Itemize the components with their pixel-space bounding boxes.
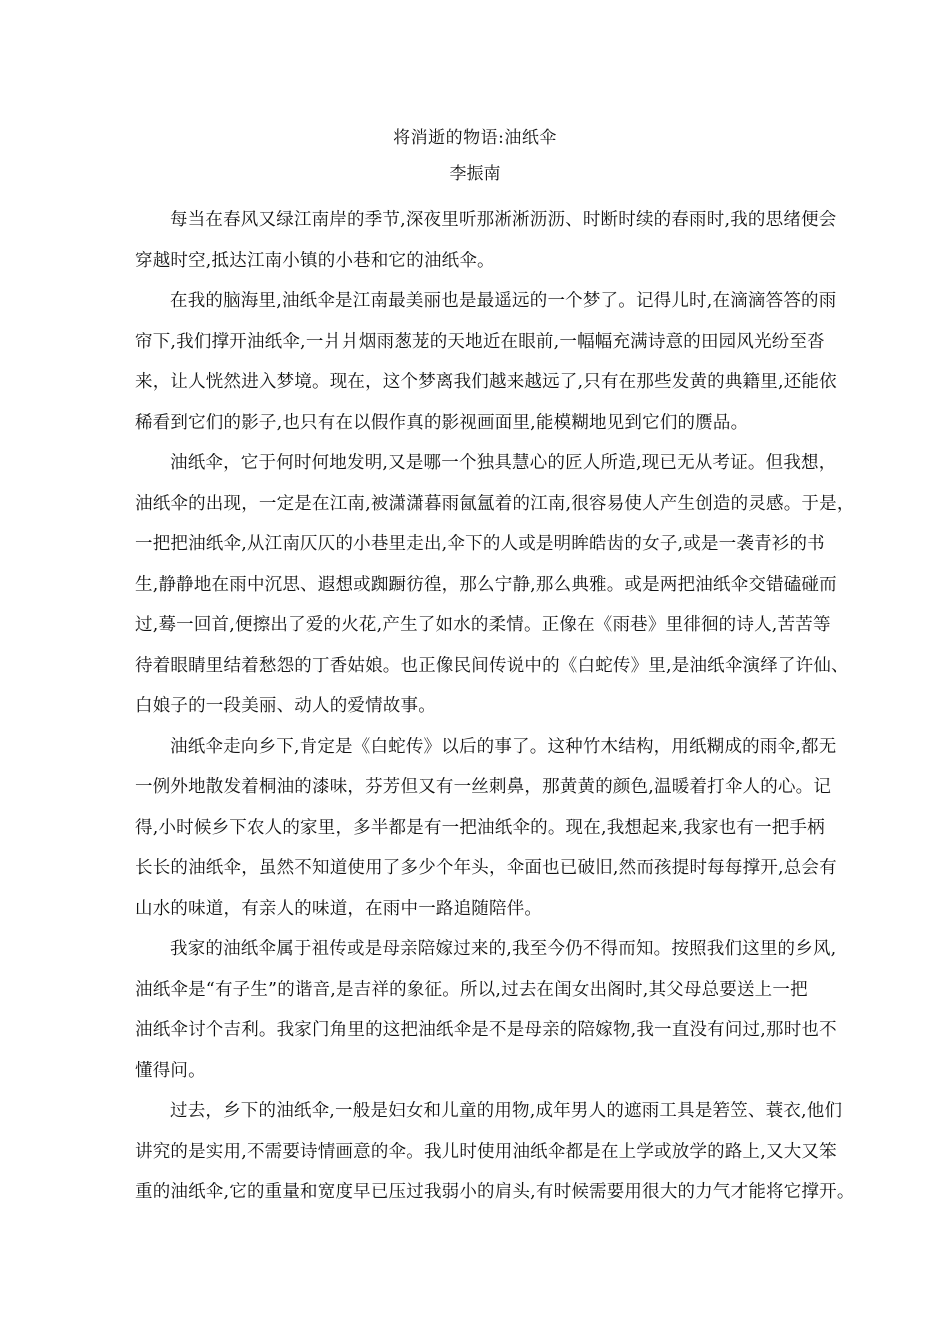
body-text-line: 在我的脑海里,油纸伞是江南最美丽也是最遥远的一个梦了。记得儿时,在滴滴答答的雨 bbox=[170, 291, 837, 311]
body-text-line: 油纸伞的出现，一定是在江南,被潇潇暮雨氤氲着的江南,很容易使人产生创造的灵感。于是， bbox=[135, 493, 855, 514]
body-text-line: 重的油纸伞,它的重量和宽度早已压过我弱小的肩头,有时候需要用很大的力气才能将它撑开。 bbox=[135, 1182, 855, 1202]
body-text-line: 稀看到它们的影子,也只有在以假作真的影视画面里,能模糊地见到它们的赝品。 bbox=[135, 412, 749, 433]
body-text-line: 一把把油纸伞,从江南仄仄的小巷里走出,伞下的人或是明眸皓齿的女子,或是一袭青衫的书 bbox=[135, 534, 825, 554]
article-body bbox=[135, 200, 855, 1213]
body-text-line: 我家的油纸伞属于祖传或是母亲陪嫁过来的,我至今仍不得而知。按照我们这里的乡风, bbox=[170, 939, 837, 959]
body-text-line: 油纸伞是“有子生”的谐音,是吉祥的象征。所以,过去在闺女出阁时,其父母总要送上一把 bbox=[135, 979, 808, 1000]
body-text-line: 一例外地散发着桐油的漆味，芬芳但又有一丝刺鼻，那黄黄的颜色,温暖着打伞人的心。记 bbox=[135, 777, 832, 797]
body-text-line: 油纸伞讨个吉利。我家门角里的这把油纸伞是不是母亲的陪嫁物,我一直没有问过,那时也不 bbox=[135, 1020, 837, 1040]
body-text-line: 山水的味道，有亲人的味道，在雨中一路追随陪伴。 bbox=[135, 898, 543, 919]
body-text-line: 生,静静地在雨中沉思、遐想或踟蹰彷徨，那么宁静,那么典雅。或是两把油纸伞交错磕碰而 bbox=[135, 574, 837, 595]
body-text-line: 长长的油纸伞，虽然不知道使用了多少个年头，伞面也已破旧,然而孩提时每每撑开,总会有 bbox=[135, 858, 837, 878]
body-text-line: 过去，乡下的油纸伞,一般是妇女和儿童的用物,成年男人的遮雨工具是箬笠、蓑衣,他们 bbox=[170, 1101, 843, 1121]
body-text-line: 待着眼睛里结着愁怨的丁香姑娘。也正像民间传说中的《白蛇传》里,是油纸伞演绎了许仙、 bbox=[135, 655, 849, 676]
body-text-line: 懂得问。 bbox=[135, 1060, 206, 1081]
body-text-line: 油纸伞走向乡下,肯定是《白蛇传》以后的事了。这种竹木结构，用纸糊成的雨伞,都无 bbox=[170, 736, 837, 757]
body-text-line: 来，让人恍然进入梦境。现在，这个梦离我们越来越远了,只有在那些发黄的典籍里,还能依 bbox=[135, 372, 837, 392]
body-text-line: 得,小时候乡下农人的家里，多半都是有一把油纸伞的。现在,我想起来,我家也有一把手柄 bbox=[135, 817, 825, 838]
body-text-line: 讲究的是实用,不需要诗情画意的伞。我儿时使用油纸伞都是在上学或放学的路上,又大又笨 bbox=[135, 1141, 837, 1162]
body-text-line: 过,蓦一回首,便擦出了爱的火花,产生了如水的柔情。正像在《雨巷》里徘徊的诗人,苦苦等 bbox=[135, 615, 831, 635]
body-text-line: 穿越时空,抵达江南小镇的小巷和它的油纸伞。 bbox=[135, 250, 495, 271]
body-text-line: 油纸伞，它于何时何地发明,又是哪一个独具慧心的匠人所造,现已无从考证。但我想， bbox=[170, 453, 837, 473]
article-author: 李振南 bbox=[449, 164, 501, 184]
body-text-line: 白娘子的一段美丽、动人的爱情故事。 bbox=[135, 696, 436, 716]
body-text-line: 帘下,我们撑开油纸伞,一爿爿烟雨葱茏的天地近在眼前,一幅幅充满诗意的田园风光纷至沓 bbox=[135, 331, 825, 352]
article-title: 将消逝的物语:油纸伞 bbox=[393, 128, 557, 148]
body-text-line: 每当在春风又绿江南岸的季节,深夜里听那淅淅沥沥、时断时续的春雨时,我的思绪便会 bbox=[170, 210, 837, 230]
